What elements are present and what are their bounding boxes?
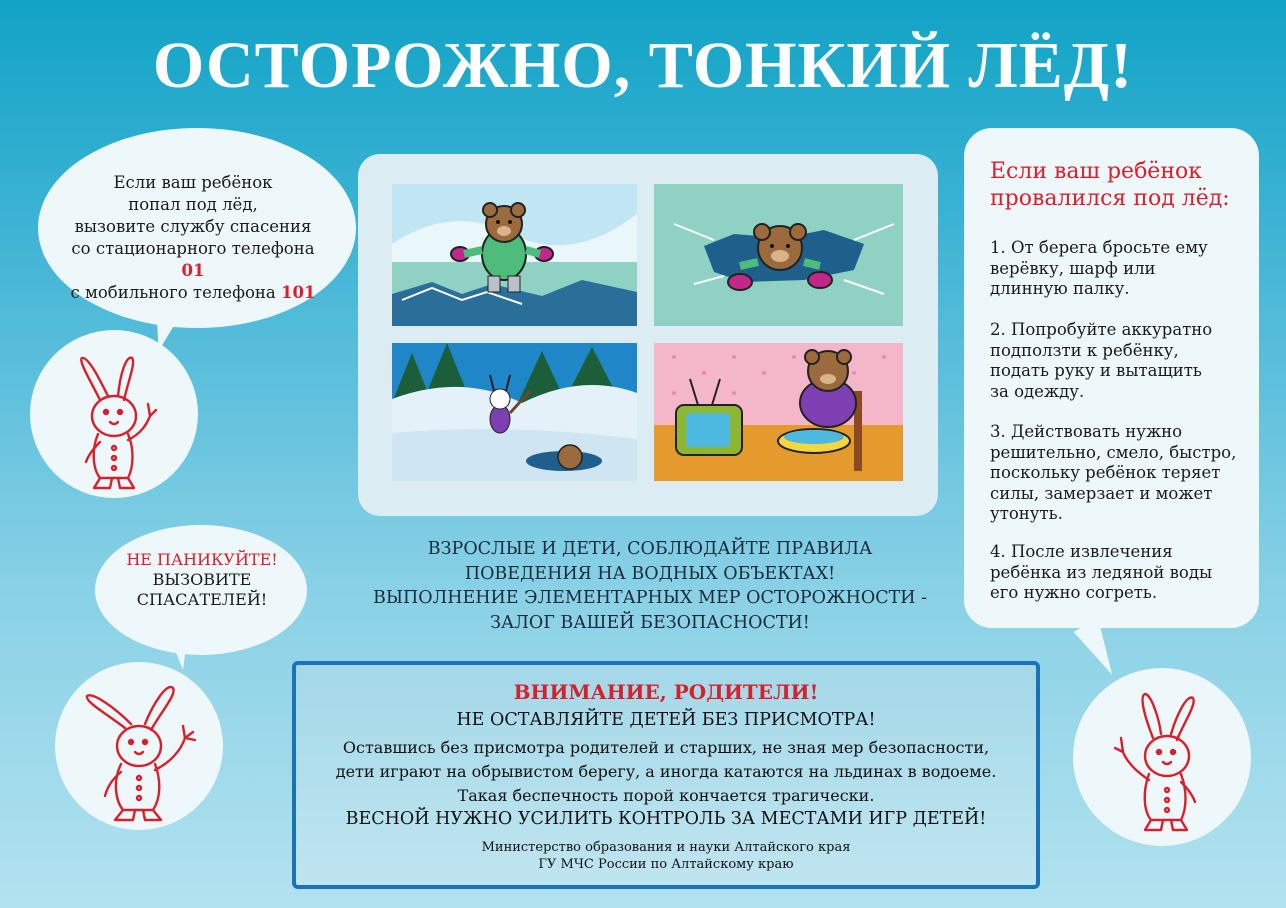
- attention-line: ВЕСНОЙ НУЖНО УСИЛИТЬ КОНТРОЛЬ ЗА МЕСТАМИ ИГР ДЕТЕЙ!: [345, 809, 987, 829]
- bunny-circle-top: [30, 330, 198, 498]
- bunny-pointing-icon: [30, 330, 198, 498]
- bubble-line: [60, 238, 326, 282]
- bear-warming-picture: [654, 343, 903, 481]
- instruction-line: верёвку, шарф или: [990, 258, 1156, 278]
- instruction-line: 4. После извлечения: [990, 542, 1173, 561]
- safety-rules-line: ВЫПОЛНЕНИЕ ЭЛЕМЕНТАРНЫХ МЕР ОСТОРОЖНОСТИ -: [372, 588, 928, 608]
- instruction-line: ребёнка из ледяной воды: [990, 562, 1213, 582]
- safety-rules-line: ЗАЛОГ ВАШЕЙ БЕЗОПАСНОСТИ!: [490, 612, 810, 633]
- attention-title: ВНИМАНИЕ, РОДИТЕЛИ!: [513, 680, 819, 704]
- call-rescuers-line: СПАСАТЕЛЕЙ!: [136, 590, 268, 609]
- attention-line: НЕ ОСТАВЛЯЙТЕ ДЕТЕЙ БЕЗ ПРИСМОТРА!: [456, 710, 876, 730]
- landline-number: 01: [181, 261, 205, 280]
- bear-in-ice-hole-picture: [654, 184, 903, 326]
- bubble-line: Если ваш ребёнок: [113, 173, 273, 192]
- instruction-item: [990, 422, 1252, 525]
- bunny-circle-right: [1073, 668, 1251, 846]
- instruction-line: 3. Действовать нужно: [990, 422, 1183, 441]
- safety-rules-line: ПОВЕДЕНИЯ НА ВОДНЫХ ОБЪЕКТАХ!: [464, 563, 836, 584]
- bear-on-ice-picture: [392, 184, 637, 326]
- instruction-line: за одежду.: [990, 381, 1085, 401]
- instruction-item: [990, 542, 1252, 604]
- dont-panic-line: НЕ ПАНИКУЙТЕ!: [126, 550, 278, 569]
- instruction-item: [990, 320, 1252, 402]
- instruction-line: подать руку и вытащить: [990, 361, 1202, 380]
- bubble-line: вызовите службу спасения: [74, 217, 312, 236]
- mobile-label: с мобильного телефона: [70, 283, 282, 302]
- bunny-pointing-right-icon: [1073, 668, 1251, 846]
- dont-panic-text: [107, 550, 297, 610]
- bunny-rescue-picture: [392, 343, 637, 481]
- attention-line: дети играют на обрывистом берегу, а иногда катаются на льдинах в водоеме.: [335, 762, 997, 781]
- safety-rules-line: ВЗРОСЛЫЕ И ДЕТИ, СОБЛЮДАЙТЕ ПРАВИЛА: [427, 539, 873, 559]
- instruction-line: поскольку ребёнок теряет: [990, 463, 1221, 482]
- attention-line: Оставшись без присмотра родителей и старших, не зная мер безопасности,: [342, 738, 990, 757]
- landline-label: со стационарного телефона: [71, 239, 315, 258]
- page-title: ОСТОРОЖНО, ТОНКИЙ ЛЁД!: [152, 29, 1134, 102]
- publisher-line: ГУ МЧС России по Алтайскому краю: [538, 857, 794, 872]
- bubble-line: [60, 282, 326, 304]
- instructions-title: [990, 158, 1252, 212]
- emergency-call-text: [60, 172, 326, 304]
- attention-line: Такая беспечность порой кончается трагически.: [457, 786, 875, 805]
- instruction-line: 1. От берега бросьте ему: [990, 238, 1208, 257]
- instruction-line: подползти к ребёнку,: [990, 340, 1179, 360]
- bunny-waving-icon: [55, 662, 223, 830]
- instruction-line: утонуть.: [990, 504, 1063, 523]
- instructions-title-line: Если ваш ребёнок: [990, 159, 1202, 184]
- safety-rules-text: [360, 537, 940, 635]
- publisher-credits: [292, 839, 1040, 873]
- instruction-line: длинную палку.: [990, 279, 1130, 298]
- instructions-title-line: провалился под лёд:: [990, 186, 1230, 211]
- publisher-line: Министерство образования и науки Алтайского края: [481, 840, 851, 855]
- bunny-circle-bottom: [55, 662, 223, 830]
- instruction-line: силы, замерзает и может: [990, 483, 1213, 503]
- instruction-line: его нужно согреть.: [990, 583, 1158, 602]
- instruction-item: [990, 238, 1252, 300]
- instruction-line: 2. Попробуйте аккуратно: [990, 320, 1213, 339]
- call-rescuers-line: ВЫЗОВИТЕ: [152, 570, 252, 589]
- mobile-number: 101: [281, 283, 316, 302]
- bubble-line: попал под лёд,: [128, 195, 258, 214]
- instruction-line: решительно, смело, быстро,: [990, 442, 1237, 462]
